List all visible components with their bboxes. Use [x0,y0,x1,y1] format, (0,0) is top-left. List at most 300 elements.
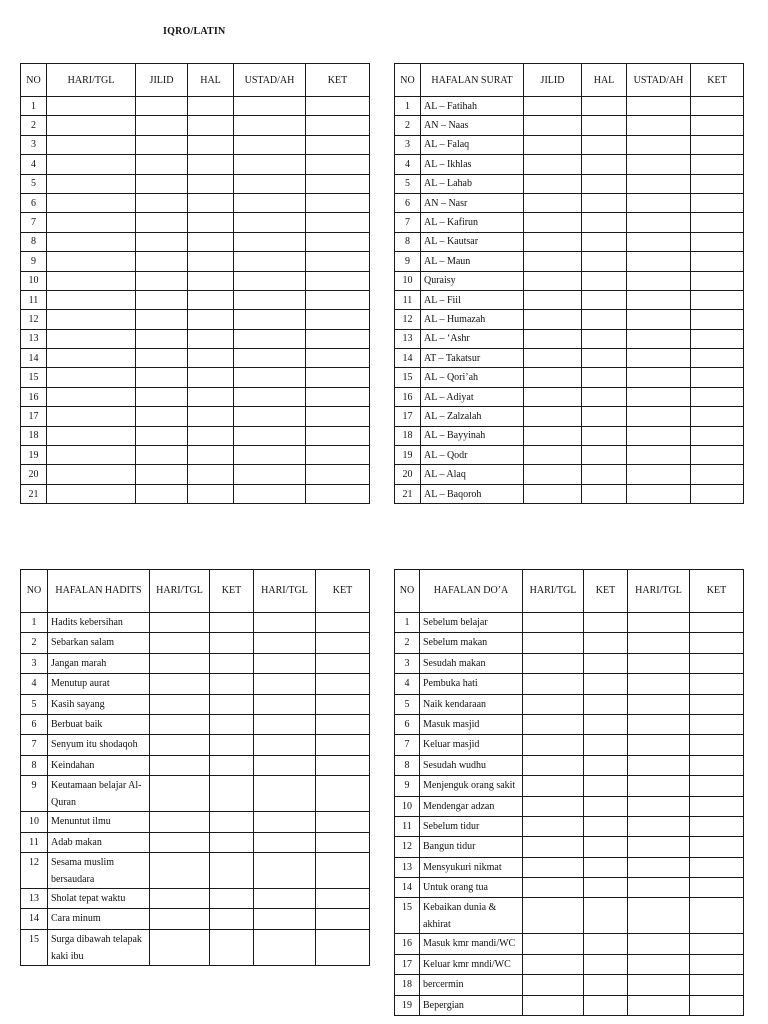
empty-cell [584,857,628,877]
empty-cell [306,155,370,174]
empty-cell [627,329,691,348]
empty-cell [690,613,744,633]
row-number: 17 [395,954,420,974]
empty-cell [47,290,136,309]
empty-cell [628,653,690,673]
table-row [395,116,744,135]
empty-cell [524,349,582,368]
table-row [395,155,744,174]
empty-cell [254,812,316,832]
table-row [395,387,744,406]
row-item-name: AL – Ikhlas [421,155,524,174]
col-header-jilid: JILID [136,64,188,97]
empty-cell [691,387,744,406]
empty-cell [691,446,744,465]
empty-cell [582,349,627,368]
table-row [395,135,744,154]
empty-cell [627,368,691,387]
table-row [395,310,744,329]
empty-cell [254,633,316,653]
empty-cell [254,694,316,714]
empty-cell [523,613,584,633]
row-number: 8 [21,232,47,251]
row-item-name: AL – Humazah [421,310,524,329]
empty-cell [188,329,234,348]
empty-cell [188,271,234,290]
table-row [21,446,370,465]
row-item-name: AL – Baqoroh [421,484,524,503]
table-row [21,329,370,348]
table-row [395,755,744,775]
iqro-table [20,63,370,504]
empty-cell [628,735,690,755]
row-item-name: Sholat tepat waktu [48,888,150,908]
row-number: 7 [395,213,421,232]
empty-cell [254,776,316,812]
row-number: 9 [395,776,420,796]
table-row [395,776,744,796]
empty-cell [210,832,254,852]
empty-cell [306,290,370,309]
empty-cell [188,193,234,212]
table-row [395,426,744,445]
row-item-name: Sebelum tidur [420,816,523,836]
empty-cell [47,484,136,503]
table-row [21,674,370,694]
empty-cell [150,633,210,653]
row-item-name: AN – Nasr [421,193,524,212]
empty-cell [150,735,210,755]
hafalan-hadits-table [20,569,370,966]
row-number: 18 [21,426,47,445]
empty-cell [150,653,210,673]
row-number: 18 [395,426,421,445]
empty-cell [306,193,370,212]
empty-cell [691,349,744,368]
row-number: 5 [21,694,48,714]
empty-cell [690,837,744,857]
row-number: 2 [21,633,48,653]
empty-cell [691,290,744,309]
table-row [395,714,744,734]
empty-cell [136,426,188,445]
empty-cell [210,633,254,653]
empty-cell [524,407,582,426]
empty-cell [690,954,744,974]
row-number: 18 [395,975,420,995]
row-item-name: AL – Zalzalah [421,407,524,426]
empty-cell [47,271,136,290]
row-number: 5 [395,174,421,193]
page-title: IQRO/LATIN [163,26,226,37]
empty-cell [523,653,584,673]
empty-cell [306,213,370,232]
row-number: 4 [21,674,48,694]
table-row [21,271,370,290]
row-number: 1 [21,97,47,116]
empty-cell [316,694,370,714]
empty-cell [150,694,210,714]
empty-cell [210,674,254,694]
empty-cell [627,387,691,406]
row-item-name: Masuk kmr mandi/WC [420,934,523,954]
empty-cell [234,310,306,329]
empty-cell [316,633,370,653]
row-item-name: Kasih sayang [48,694,150,714]
empty-cell [690,776,744,796]
row-item-name: AN – Naas [421,116,524,135]
table-row [395,368,744,387]
empty-cell [306,174,370,193]
empty-cell [188,232,234,251]
empty-cell [582,271,627,290]
row-number: 6 [21,714,48,734]
empty-cell [627,426,691,445]
row-item-name: Mendengar adzan [420,796,523,816]
empty-cell [188,387,234,406]
empty-cell [188,135,234,154]
empty-cell [582,252,627,271]
empty-cell [584,694,628,714]
empty-cell [47,213,136,232]
row-number: 14 [21,909,48,929]
empty-cell [316,832,370,852]
row-number: 8 [21,755,48,775]
empty-cell [234,290,306,309]
empty-cell [254,714,316,734]
empty-cell [306,252,370,271]
empty-cell [306,116,370,135]
table-row [21,193,370,212]
empty-cell [210,735,254,755]
row-item-name: Cara minum [48,909,150,929]
empty-cell [523,796,584,816]
empty-cell [582,135,627,154]
empty-cell [584,776,628,796]
empty-cell [691,174,744,193]
table-row [21,735,370,755]
empty-cell [136,116,188,135]
empty-cell [136,135,188,154]
empty-cell [584,735,628,755]
empty-cell [47,387,136,406]
empty-cell [690,796,744,816]
empty-cell [524,252,582,271]
empty-cell [524,387,582,406]
table-row [21,310,370,329]
empty-cell [188,465,234,484]
col-header-no: NO [21,570,48,613]
row-number: 11 [21,832,48,852]
row-number: 10 [21,812,48,832]
empty-cell [316,735,370,755]
row-number: 14 [395,349,421,368]
empty-cell [234,465,306,484]
empty-cell [136,155,188,174]
empty-cell [691,329,744,348]
empty-cell [523,755,584,775]
empty-cell [316,909,370,929]
empty-cell [136,97,188,116]
row-item-name: AL – Alaq [421,465,524,484]
row-number: 2 [395,633,420,653]
empty-cell [628,995,690,1015]
table-header-row [395,64,744,97]
empty-cell [316,812,370,832]
table-row [395,857,744,877]
row-item-name: Sebelum makan [420,633,523,653]
row-item-name: Senyum itu shodaqoh [48,735,150,755]
row-item-name: Masuk masjid [420,714,523,734]
empty-cell [523,995,584,1015]
table-row [21,368,370,387]
empty-cell [524,446,582,465]
empty-cell [254,929,316,965]
hafalan-doa-table [394,569,744,1016]
empty-cell [210,888,254,908]
table-row [21,135,370,154]
table-row [21,633,370,653]
table-row [395,97,744,116]
col-header-hari-tgl: HARI/TGL [150,570,210,613]
row-number: 1 [395,613,420,633]
empty-cell [254,674,316,694]
empty-cell [523,857,584,877]
empty-cell [306,465,370,484]
row-number: 15 [21,368,47,387]
empty-cell [306,446,370,465]
empty-cell [582,155,627,174]
table-row [395,954,744,974]
row-item-name: AL – Lahab [421,174,524,193]
row-number: 19 [395,446,421,465]
empty-cell [188,97,234,116]
empty-cell [627,484,691,503]
empty-cell [254,755,316,775]
empty-cell [188,155,234,174]
empty-cell [306,484,370,503]
empty-cell [210,755,254,775]
empty-cell [254,909,316,929]
row-number: 13 [395,329,421,348]
empty-cell [316,929,370,965]
table-row [395,878,744,898]
table-row [395,407,744,426]
empty-cell [234,213,306,232]
col-header-jilid: JILID [524,64,582,97]
row-number: 9 [395,252,421,271]
empty-cell [524,135,582,154]
row-item-name: AL – Falaq [421,135,524,154]
row-number: 8 [395,755,420,775]
row-number: 5 [21,174,47,193]
row-item-name: Keindahan [48,755,150,775]
table-row [21,929,370,965]
empty-cell [47,116,136,135]
col-header-no: NO [395,570,420,613]
empty-cell [524,155,582,174]
empty-cell [316,776,370,812]
empty-cell [628,878,690,898]
empty-cell [691,155,744,174]
empty-cell [524,310,582,329]
row-number: 11 [21,290,47,309]
row-number: 6 [395,193,421,212]
empty-cell [524,271,582,290]
row-number: 3 [395,135,421,154]
empty-cell [136,368,188,387]
empty-cell [234,252,306,271]
row-number: 2 [21,116,47,135]
row-item-name: Untuk orang tua [420,878,523,898]
empty-cell [234,484,306,503]
empty-cell [524,465,582,484]
empty-cell [188,252,234,271]
row-item-name: Kebaikan dunia & akhirat [420,898,523,934]
row-item-name: Jangan marah [48,653,150,673]
table-row [395,213,744,232]
row-item-name: Menutup aurat [48,674,150,694]
empty-cell [234,446,306,465]
row-number: 13 [21,329,47,348]
empty-cell [691,135,744,154]
row-number: 4 [21,155,47,174]
row-item-name: Mensyukuri nikmat [420,857,523,877]
empty-cell [523,954,584,974]
row-item-name: AL – Maun [421,252,524,271]
table-row [395,193,744,212]
table-row [21,653,370,673]
table-row [21,776,370,812]
empty-cell [306,426,370,445]
row-number: 20 [21,465,47,484]
row-number: 8 [395,232,421,251]
row-number: 9 [21,776,48,812]
empty-cell [628,714,690,734]
row-item-name: AL – Qori’ah [421,368,524,387]
empty-cell [210,929,254,965]
empty-cell [306,329,370,348]
col-header-ket-2: KET [690,570,744,613]
col-header-ustad: USTAD/AH [627,64,691,97]
empty-cell [234,155,306,174]
empty-cell [582,213,627,232]
empty-cell [628,837,690,857]
empty-cell [523,714,584,734]
row-number: 7 [395,735,420,755]
empty-cell [523,633,584,653]
empty-cell [584,954,628,974]
empty-cell [188,349,234,368]
empty-cell [628,633,690,653]
empty-cell [584,613,628,633]
empty-cell [584,898,628,934]
table-row [21,407,370,426]
empty-cell [210,776,254,812]
empty-cell [582,232,627,251]
empty-cell [136,252,188,271]
empty-cell [582,387,627,406]
row-item-name: Adab makan [48,832,150,852]
empty-cell [628,694,690,714]
table-row [395,975,744,995]
empty-cell [47,426,136,445]
empty-cell [136,407,188,426]
empty-cell [234,271,306,290]
col-header-ustad: USTAD/AH [234,64,306,97]
empty-cell [188,116,234,135]
empty-cell [584,674,628,694]
table-row [21,694,370,714]
row-item-name: Menuntut ilmu [48,812,150,832]
empty-cell [690,633,744,653]
empty-cell [627,232,691,251]
row-number: 1 [21,613,48,633]
empty-cell [150,776,210,812]
row-item-name: Surga dibawah telapak kaki ibu [48,929,150,965]
empty-cell [584,975,628,995]
empty-cell [582,426,627,445]
empty-cell [584,934,628,954]
empty-cell [234,193,306,212]
table-row [21,484,370,503]
empty-cell [47,310,136,329]
table-row [21,714,370,734]
table-row [395,484,744,503]
table-row [21,613,370,633]
col-header-hari-tgl-2: HARI/TGL [254,570,316,613]
table-row [395,349,744,368]
empty-cell [584,633,628,653]
empty-cell [582,97,627,116]
table-header-row [21,570,370,613]
row-number: 19 [395,995,420,1015]
empty-cell [690,857,744,877]
empty-cell [150,755,210,775]
empty-cell [210,694,254,714]
empty-cell [524,174,582,193]
empty-cell [691,407,744,426]
empty-cell [627,252,691,271]
empty-cell [210,653,254,673]
empty-cell [627,407,691,426]
col-header-hafalan-surat: HAFALAN SURAT [421,64,524,97]
empty-cell [136,349,188,368]
row-number: 21 [395,484,421,503]
table-row [395,252,744,271]
empty-cell [234,232,306,251]
table-row [395,329,744,348]
row-number: 9 [21,252,47,271]
row-number: 12 [395,837,420,857]
row-number: 12 [395,310,421,329]
row-number: 4 [395,155,421,174]
empty-cell [627,290,691,309]
row-number: 3 [395,653,420,673]
empty-cell [628,975,690,995]
empty-cell [136,232,188,251]
row-number: 13 [395,857,420,877]
row-number: 12 [21,852,48,888]
row-item-name: Keutamaan belajar Al-Quran [48,776,150,812]
table-row [21,755,370,775]
row-number: 10 [395,796,420,816]
row-number: 21 [21,484,47,503]
empty-cell [136,484,188,503]
table-row [21,888,370,908]
empty-cell [523,934,584,954]
row-item-name: Quraisy [421,271,524,290]
